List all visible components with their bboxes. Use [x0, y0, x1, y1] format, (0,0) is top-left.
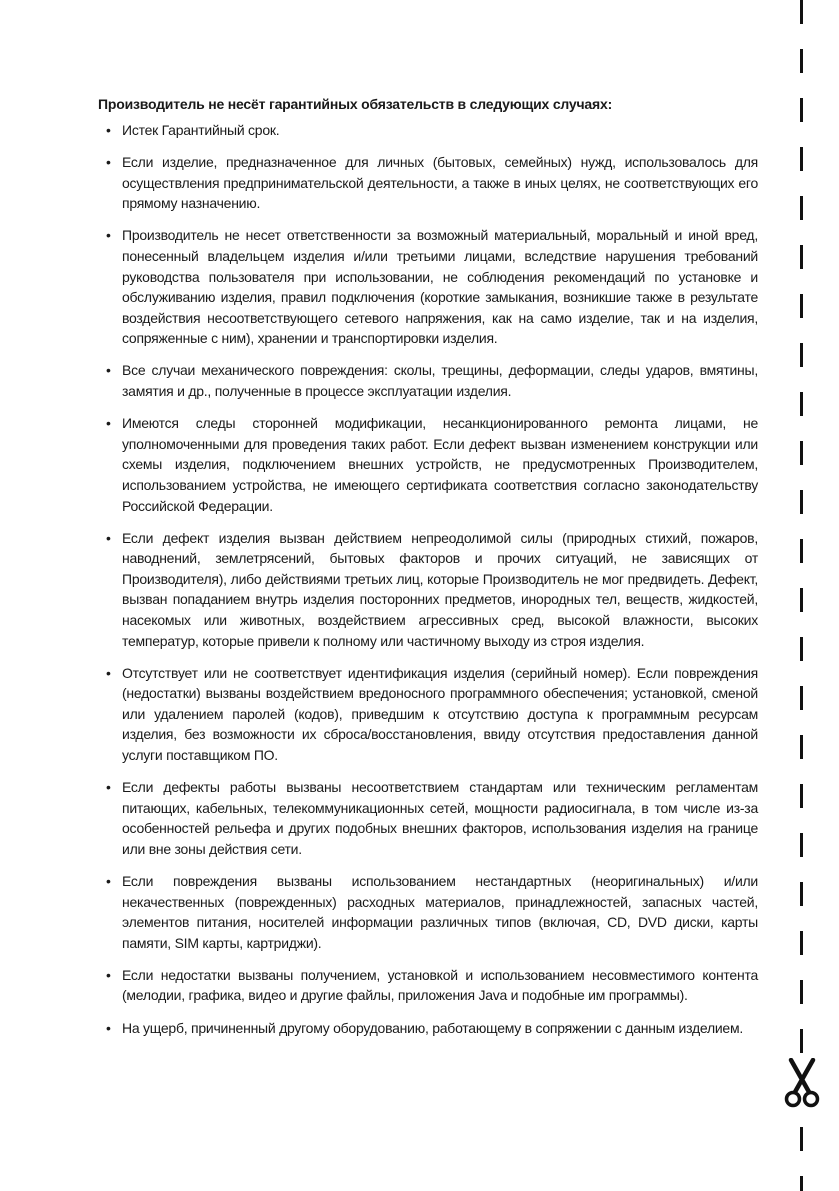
exclusions-list	[106, 120, 758, 1050]
list-item: • Все случаи механического повреждения: сколы, трещины, деформации, следы ударов, вмятины, замятия и др., полученные в процессе эксплуатации изделия.	[106, 360, 758, 401]
list-item: • Имеются следы сторонней модификации, несанкционированного ремонта лицами, не уполномоченными для проведения таких работ. Если дефект вызван изменением конструкции или схемы изделия, подключением внешних устройств, не предусмотренных Производителем, использованием устройства, не имеющего сертификата соответствия согласно законодательству Российской Федерации.	[106, 413, 758, 516]
list-item: • Если изделие, предназначенное для личных (бытовых, семейных) нужд, использовалось для осуществления предпринимательской деятельности, а также в иных целях, не соответствующих его прямому назначению.	[106, 152, 758, 214]
list-item: • Если дефекты работы вызваны несоответствием стандартам или техническим регламентам питающих, кабельных, телекоммуникационных сетей, мощности радиосигнала, в том числе из-за особенностей рельефа и других подобных внешних факторов, использования изделия на границе или вне зоны действия сети.	[106, 777, 758, 859]
list-item: • Если повреждения вызваны использованием нестандартных (неоригинальных) и/или некачественных (поврежденных) расходных материалов, принадлежностей, запасных частей, элементов питания, носителей информации различных типов (включая, CD, DVD диски, карты памяти, SIM карты, картриджи).	[106, 871, 758, 953]
section-title: Производитель не несёт гарантийных обязательств в следующих случаях:	[98, 96, 613, 112]
list-item: • Истек Гарантийный срок.	[106, 120, 758, 141]
list-item: • Если недостатки вызваны получением, установкой и использованием несовместимого контента (мелодии, графика, видео и другие файлы, приложения Java и подобные им программы).	[106, 965, 758, 1006]
list-item: • Отсутствует или не соответствует идентификация изделия (серийный номер). Если повреждения (недостатки) вызваны воздействием вредоносного программного обеспечения; установкой, сменой или удалением паролей (кодов), приведшим к отсутствию доступа к программным ресурсам изделия, без возможности их сброса/восстановления, ввиду отсутствия предоставления данной услуги поставщиком ПО.	[106, 663, 758, 766]
list-item: • Если дефект изделия вызван действием непреодолимой силы (природных стихий, пожаров, наводнений, землетрясений, бытовых факторов и прочих ситуаций, не зависящих от Производителя), либо действиями третьих лиц, которые Производитель не мог предвидеть. Дефект, вызван попаданием внутрь изделия посторонних предметов, инородных тел, веществ, жидкостей, насекомых или животных, воздействием агрессивных сред, высокой влажности, высоких температур, которые привели к полному или частичному выходу из строя изделия.	[106, 528, 758, 652]
scissors-icon	[783, 1058, 821, 1110]
cut-line	[800, 0, 803, 1191]
list-item: • На ущерб, причиненный другому оборудованию, работающему в сопряжении с данным изделием.	[106, 1018, 758, 1039]
list-item: • Производитель не несет ответственности за возможный материальный, моральный и иной вред, понесенный владельцем изделия и/или третьими лицами, вследствие нарушения требований руководства пользователя при использовании, не соблюдения рекомендаций по установке и обслуживанию изделия, правил подключения (короткие замыкания, возникшие также в результате воздействия несоответствующего сетевого напряжения, как на само изделие, так и на изделия, сопряженные с ним), хранении и транспортировки изделия.	[106, 225, 758, 349]
